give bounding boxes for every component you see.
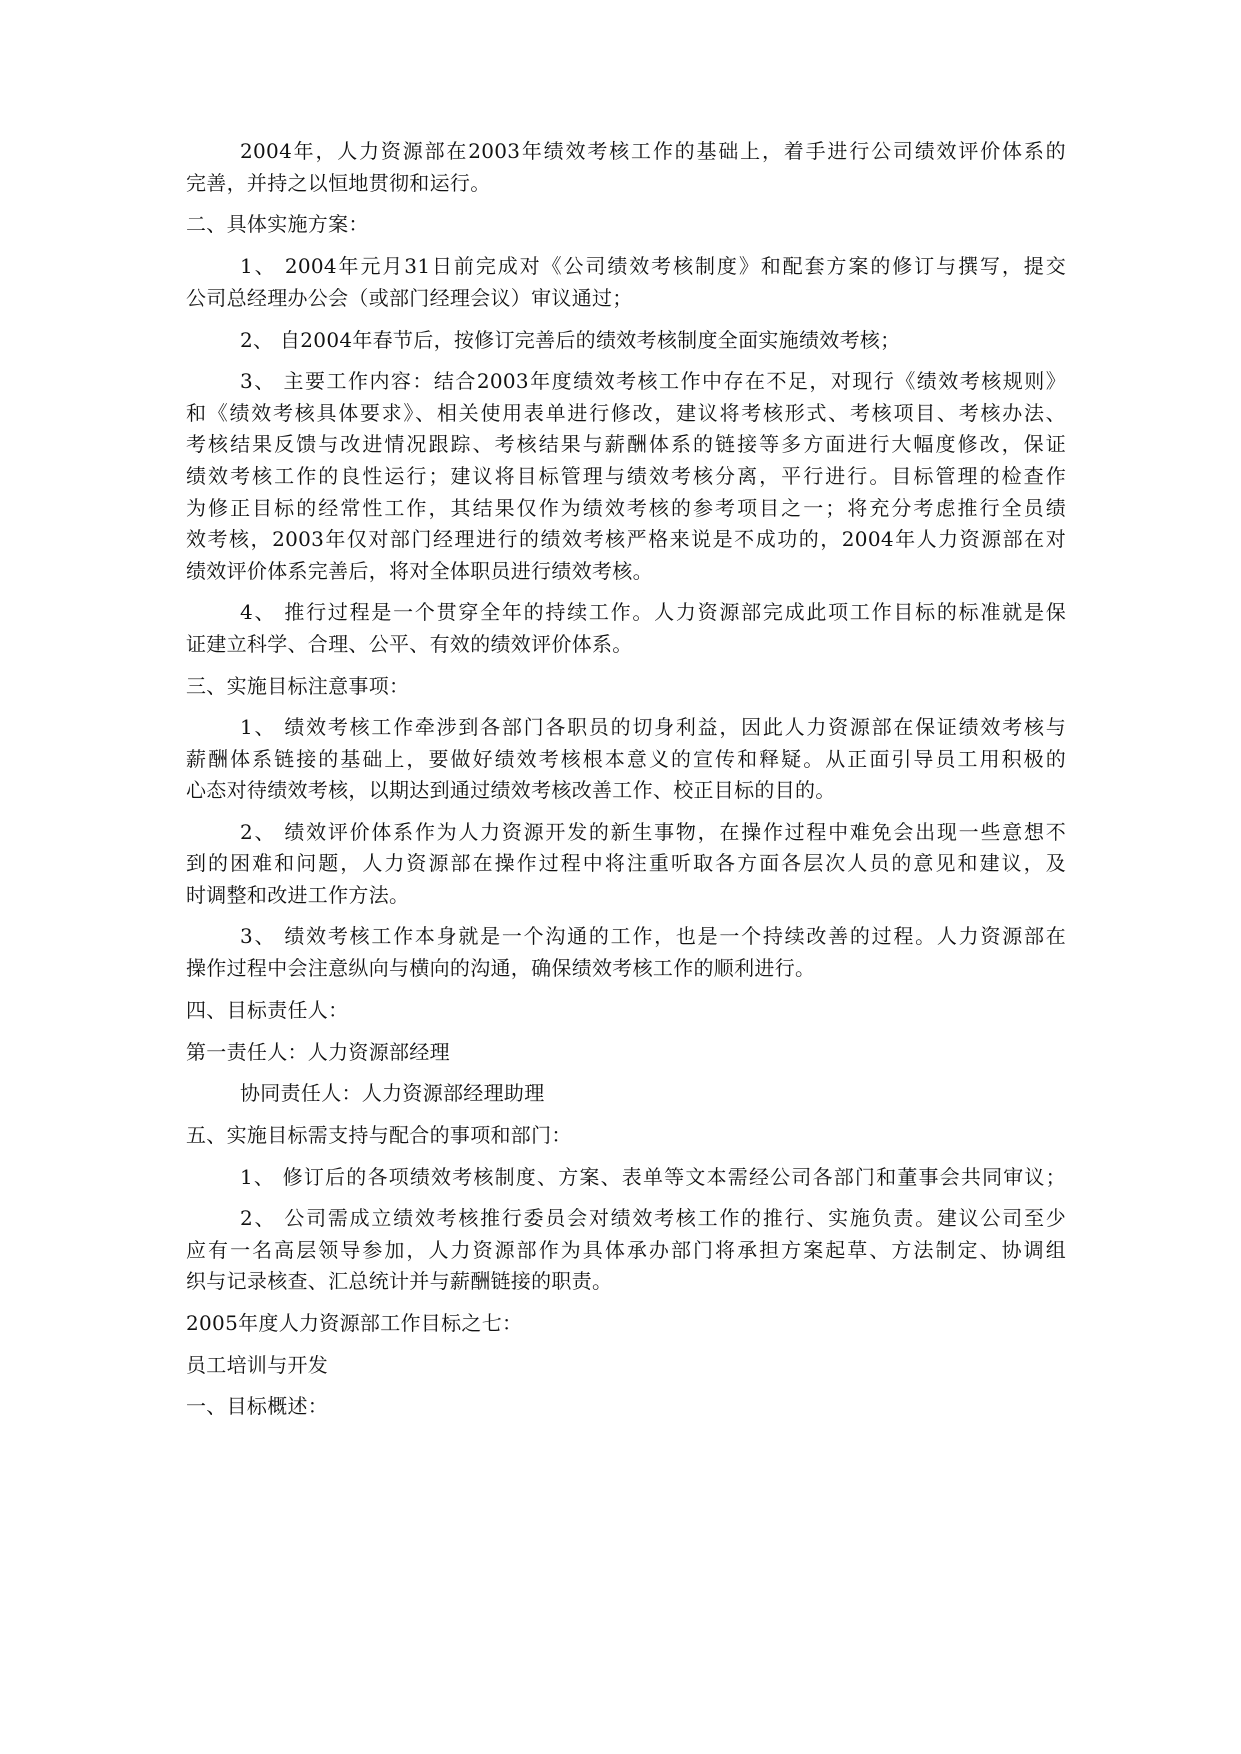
body-text-line: 2004年，人力资源部在2003年绩效考核工作的基础上，着手进行公司绩效评价体系的 <box>240 139 1066 163</box>
body-text-line: 2、 公司需成立绩效考核推行委员会对绩效考核工作的推行、实施负责。建议公司至少 <box>240 1206 1066 1230</box>
body-text-line: 1、 绩效考核工作牵涉到各部门各职员的切身利益，因此人力资源部在保证绩效考核与 <box>240 715 1066 739</box>
body-text-line: 2、 绩效评价体系作为人力资源开发的新生事物，在操作过程中难免会出现一些意想不 <box>240 820 1066 844</box>
body-text-line: 4、 推行过程是一个贯穿全年的持续工作。人力资源部完成此项工作目标的标准就是保 <box>240 600 1066 624</box>
section-heading: 三、实施目标注意事项： <box>186 674 410 698</box>
body-text-line: 3、 主要工作内容：结合2003年度绩效考核工作中存在不足，对现行《绩效考核规则》 <box>240 369 1066 393</box>
body-text-line: 织与记录核查、汇总统计并与薪酬链接的职责。 <box>186 1269 613 1293</box>
body-text-line: 为修正目标的经常性工作，其结果仅作为绩效考核的参考项目之一；将充分考虑推行全员绩 <box>186 496 1066 520</box>
body-text-line: 协同责任人：人力资源部经理助理 <box>240 1081 545 1105</box>
body-text-line: 1、 修订后的各项绩效考核制度、方案、表单等文本需经公司各部门和董事会共同审议； <box>240 1165 1066 1189</box>
body-text-line: 和《绩效考核具体要求》、相关使用表单进行修改，建议将考核形式、考核项目、考核办法、 <box>186 401 1066 425</box>
section-heading: 员工培训与开发 <box>186 1353 329 1377</box>
body-text-line: 应有一名高层领导参加，人力资源部作为具体承办部门将承担方案起草、方法制定、协调组 <box>186 1238 1066 1262</box>
body-text-line: 公司总经理办公会（或部门经理会议）审议通过； <box>186 286 633 310</box>
body-text-line: 第一责任人：人力资源部经理 <box>186 1040 450 1064</box>
body-text-line: 绩效考核工作的良性运行；建议将目标管理与绩效考核分离，平行进行。目标管理的检查作 <box>186 464 1066 488</box>
body-text-line: 操作过程中会注意纵向与横向的沟通，确保绩效考核工作的顺利进行。 <box>186 956 816 980</box>
section-heading: 五、实施目标需支持与配合的事项和部门： <box>186 1123 572 1147</box>
body-text-line: 心态对待绩效考核，以期达到通过绩效考核改善工作、校正目标的目的。 <box>186 778 836 802</box>
section-heading: 一、目标概述： <box>186 1394 329 1418</box>
body-text-line: 时调整和改进工作方法。 <box>186 883 410 907</box>
body-text-line: 2、 自2004年春节后，按修订完善后的绩效考核制度全面实施绩效考核； <box>240 328 901 352</box>
body-text-line: 绩效评价体系完善后，将对全体职员进行绩效考核。 <box>186 559 653 583</box>
body-text-line: 1、 2004年元月31日前完成对《公司绩效考核制度》和配套方案的修订与撰写，提交 <box>240 254 1066 278</box>
body-text-line: 考核结果反馈与改进情况跟踪、考核结果与薪酬体系的链接等多方面进行大幅度修改，保证 <box>186 432 1066 456</box>
body-text-line: 薪酬体系链接的基础上，要做好绩效考核根本意义的宣传和释疑。从正面引导员工用积极的 <box>186 747 1066 771</box>
section-heading: 二、具体实施方案： <box>186 212 369 236</box>
section-heading: 四、目标责任人： <box>186 998 349 1022</box>
body-text-line: 到的困难和问题，人力资源部在操作过程中将注重听取各方面各层次人员的意见和建议，及 <box>186 851 1066 875</box>
body-text-line: 3、 绩效考核工作本身就是一个沟通的工作，也是一个持续改善的过程。人力资源部在 <box>240 924 1066 948</box>
body-text-line: 效考核，2003年仅对部门经理进行的绩效考核严格来说是不成功的，2004年人力资源部在对 <box>186 527 1066 551</box>
body-text-line: 完善，并持之以恒地贯彻和运行。 <box>186 171 491 195</box>
body-text-line: 证建立科学、合理、公平、有效的绩效评价体系。 <box>186 632 633 656</box>
section-heading: 2005年度人力资源部工作目标之七： <box>186 1311 523 1335</box>
